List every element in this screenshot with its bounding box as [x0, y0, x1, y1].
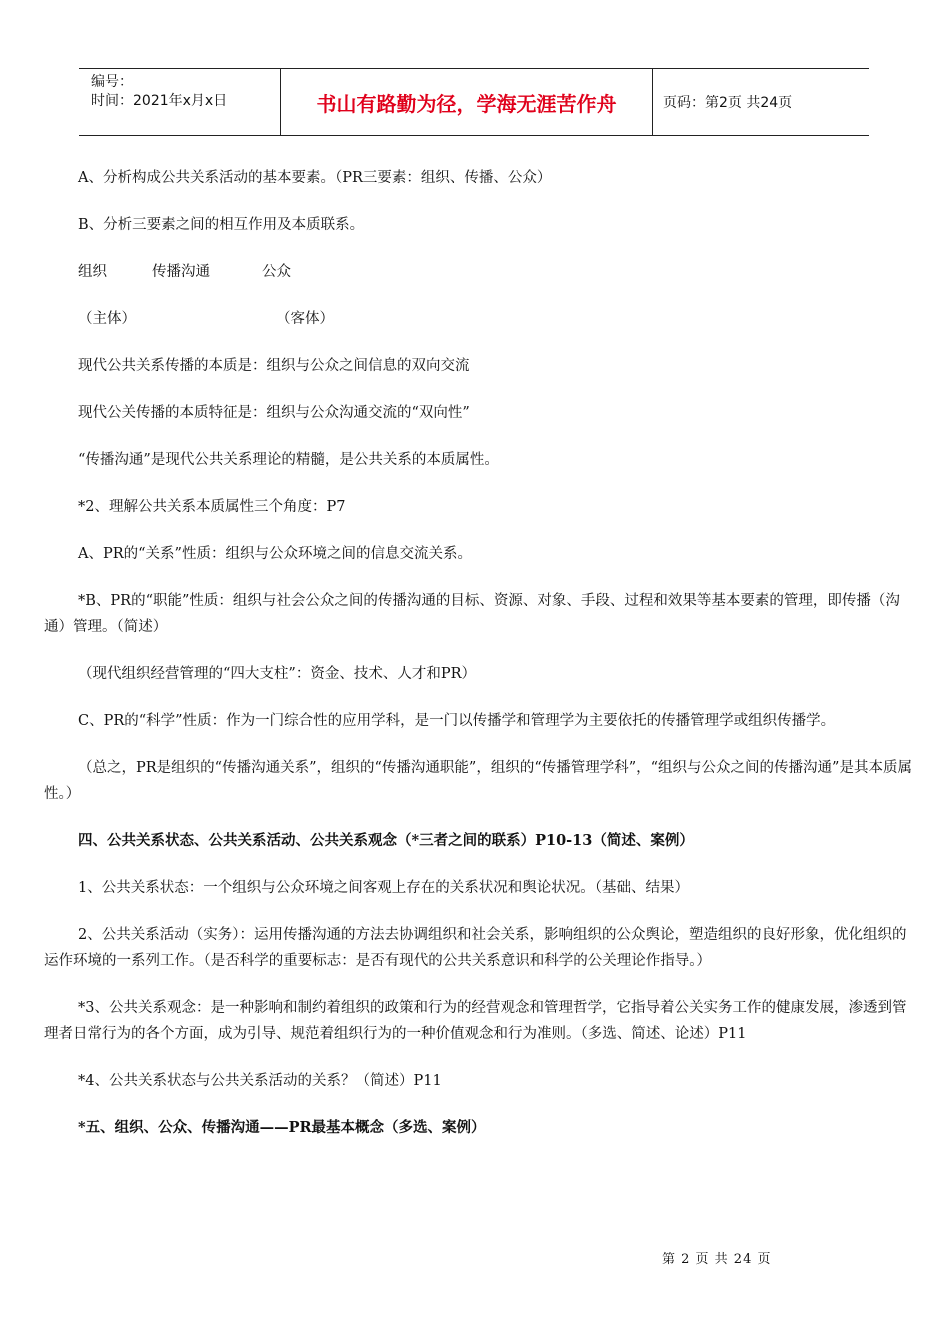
document-body: [44, 165, 914, 1141]
paragraph: （现代组织经营管理的“四大支柱”：资金、技术、人才和PR）: [78, 666, 476, 682]
elements-row: [44, 259, 914, 285]
page-footer: 第 2 页 共 24 页: [662, 1252, 772, 1267]
header-page-info: 页码：第2页 共24页: [663, 95, 793, 111]
paragraph: 2、公共关系活动（实务）：运用传播沟通的方法去协调组织和社会关系，影响组织的公众舆论，塑造组织的良好形象，优化组织的运作环境的一系列工作。（是否科学的重要标志：是否有现代的公共关系意识和科学的公关理论作指导。）: [44, 927, 907, 969]
paragraph: *2、理解公共关系本质属性三个角度：P7: [78, 499, 346, 515]
roles-row: [44, 306, 914, 332]
element-comm: 传播沟通: [152, 264, 210, 280]
paragraph: C、PR的“科学”性质：作为一门综合性的应用学科，是一门以传播学和管理学为主要依托的传播管理学或组织传播学。: [78, 713, 836, 729]
paragraph: *B、PR的“职能”性质：组织与社会公众之间的传播沟通的目标、资源、对象、手段、过程和效果等基本要素的管理，即传播（沟通）管理。（简述）: [44, 593, 900, 635]
paragraph: A、分析构成公共关系活动的基本要素。（PR三要素：组织、传播、公众）: [78, 170, 552, 186]
paragraph: *4、公共关系状态与公共关系活动的关系？（简述）P11: [78, 1073, 442, 1089]
paragraph: （总之，PR是组织的“传播沟通关系”，组织的“传播沟通职能”，组织的“传播管理学科”，“组织与公众之间的传播沟通”是其本质属性。）: [44, 760, 912, 802]
role-object: （客体）: [276, 311, 334, 327]
header-meta: [79, 69, 281, 135]
section-heading: *五、组织、公众、传播沟通——PR最基本概念（多选、案例）: [78, 1119, 486, 1136]
paragraph: A、PR的“关系”性质：组织与公众环境之间的信息交流关系。: [78, 546, 472, 562]
paragraph: 现代公共关系传播的本质是：组织与公众之间信息的双向交流: [78, 358, 470, 374]
paragraph: 现代公关传播的本质特征是：组织与公众沟通交流的“双向性”: [78, 405, 470, 421]
role-subject: （主体）: [78, 311, 136, 327]
paragraph: 1、公共关系状态：一个组织与公众环境之间客观上存在的关系状况和舆论状况。（基础、结果）: [78, 880, 689, 896]
header-motto: 书山有路勤为径，学海无涯苦作舟: [281, 69, 653, 135]
paragraph: “传播沟通”是现代公共关系理论的精髓，是公共关系的本质属性。: [78, 452, 499, 468]
element-org: 组织: [78, 264, 107, 280]
paragraph: B、分析三要素之间的相互作用及本质联系。: [78, 217, 365, 233]
element-public: 公众: [262, 264, 291, 280]
number-label: 编号：: [91, 74, 133, 90]
page-header: [79, 68, 869, 136]
paragraph: *3、公共关系观念：是一种影响和制约着组织的政策和行为的经营观念和管理哲学，它指导着公关实务工作的健康发展，渗透到管理者日常行为的各个方面，成为引导、规范着组织行为的一种价值观念和行为准则。（多选、简述、论述）P11: [44, 1000, 907, 1042]
date-label: 时间：2021年x月x日: [91, 93, 228, 109]
section-heading: 四、公共关系状态、公共关系活动、公共关系观念（*三者之间的联系）P10-13（简述、案例）: [78, 832, 694, 849]
